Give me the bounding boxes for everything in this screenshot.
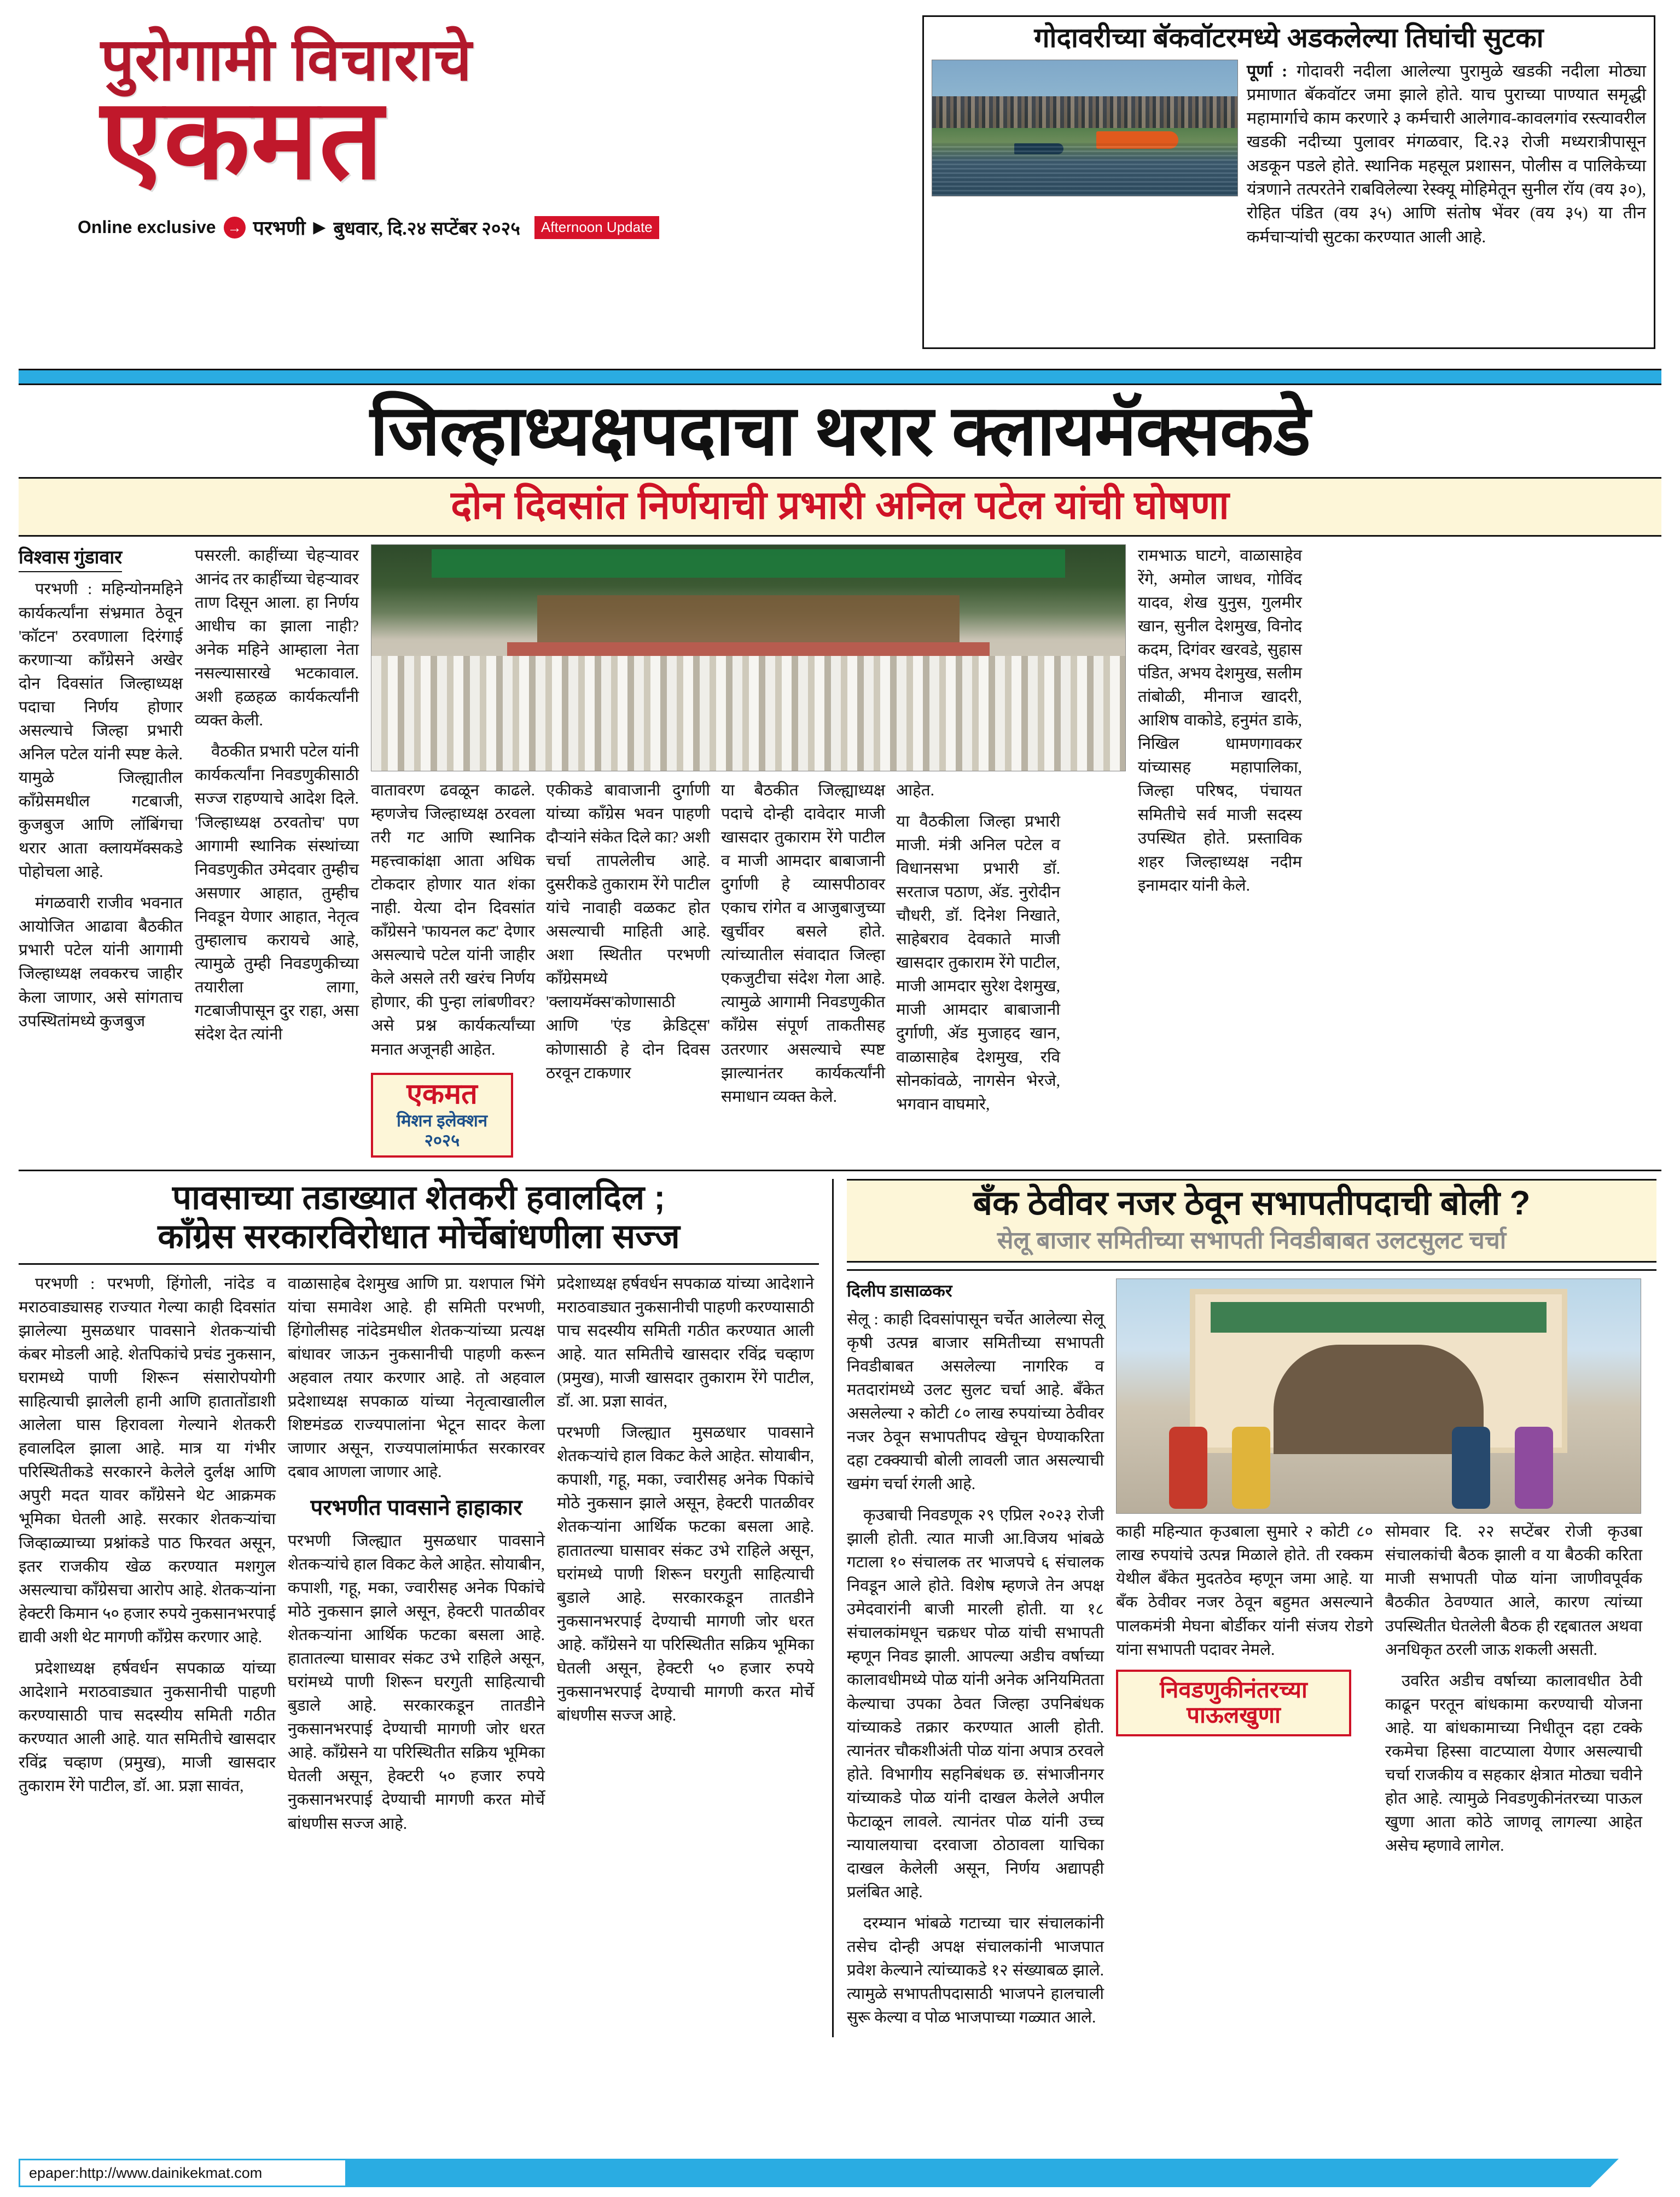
top-story-photo (932, 60, 1238, 196)
bank-author: दिलीप डासाळकर (847, 1281, 952, 1301)
paragraph: सोमवार दि. २२ सप्टेंबर रोजी कृउबा संचालकांची बैठक झाली व या बैठकी करिता माजी सभापती पोळ यांना जाणीवपूर्वक बैठकीत ठेवण्यात आले, कारण त्यांच्या उपस्थितीत घेतलेली बैठक ही रद्दबातल अथवा अनधिकृत ठरली जाऊ शकली असती. (1385, 1523, 1642, 1659)
triangle-icon: ▶ (313, 218, 326, 237)
paragraph: पसरली. काहींच्या चेहऱ्यावर आनंद तर काहींच्या चेहऱ्यावर ताण दिसून आला. हा निर्णय आधीच का झाला नाही? अनेक महिने आम्हाला नेता नसल्यासारखे भटकावाल. अशी हळहळ कार्यकर्त्यांनी व्यक्त केली. (195, 547, 359, 730)
lead-column-2 (195, 544, 359, 1163)
farmers-column-2 (288, 1272, 545, 1844)
paragraph: परभणी जिल्ह्यात मुसळधार पावसाने शेतकऱ्यांचे हाल विकट केले आहेत. सोयाबीन, कपाशी, गहू, मका, ज्वारीसह अनेक पिकांचे मोठे नुकसान झाले असून, हेक्टरी पातळीवर शेतकऱ्यांना आर्थिक फटका बसला आहे. हातातल्या घासावर संकट उभे राहिले असून, घरांमध्ये पाणी शिरून घरगुती साहित्याची बुडाले आहे. सरकारकडून तातडीने नुकसानभरपाई देण्याची मागणी जोर धरत आहे. काँग्रेसने या परिस्थितीत सक्रिय भूमिका घेतली असून, हेक्टरी ५० हजार रुपये नुकसानभरपाई देण्याची मागणी करत मोर्चे बांधणीस सज्ज आहे. (557, 1424, 814, 1724)
farmers-subheading: परभणीत पावसाने हाहाकार (310, 1496, 522, 1520)
top-story-text (1247, 60, 1646, 249)
farmers-headline-line1: पावसाच्या तडाख्यात शेतकरी हवालदिल ; (172, 1179, 666, 1217)
top-story-body: गोदावरी नदीला आलेल्या पुरामुळे खडकी नदीला मोठ्या प्रमाणात बॅकवॉटर जमा झाले होते. याच पुराच्या पाण्यात समृद्धी महामार्गाचे काम करणारे ३ कर्मचारी आलेगाव-कावलगांव रस्त्यावरील खडकी नदीच्या पुलावर मंगळवार, दि.२३ रोजी मध्यरात्रीपासून अडकून पडले होते. स्थानिक महसूल प्रशासन, पोलीस व पालिकेच्या यंत्रणाने तत्परतेने राबविलेल्या रेस्क्यू मोहिमेतून सुनील रॉय (वय ३०), रोहित पंडित (वय ३५) आणि संतोष भेंवर (वय ३५) या तीन कर्मचाऱ्यांची सुटका करण्यात आली आहे. (1247, 61, 1646, 246)
divider (19, 1263, 819, 1265)
divider-blue (19, 369, 1661, 385)
paragraph: एकीकडे बावाजानी दुर्गाणी यांच्या काँग्रेस भवन पाहणी दौऱ्यांने संकेत दिले का? अशी चर्चा ताप‍लेलीच आहे. दुसरीकडे तुकाराम रेंगे पाटील यांचे नावाही वळकट होत असल्याची माहिती आहे. अशा स्थितीत परभणी काँग्रेसमध्ये 'क्लायमॅक्स'कोणासाठी आणि 'एंड क्रेडिट्स' कोणासाठी हे दोन दिवस ठरवून टाकणार (546, 781, 710, 1082)
farmers-column-1 (19, 1272, 276, 1844)
stamp-line-1: निवडणुकीनंतरच्या (1160, 1676, 1307, 1702)
epaper-url[interactable]: epaper:http://www.dainikekmat.com (19, 2159, 347, 2187)
main-subhead-band (19, 477, 1661, 537)
divider (847, 1269, 1656, 1271)
paragraph: वैठकीत प्रभारी पटेल यांनी कार्यकर्त्यांना निवडणुकीसाठी सज्ज राहण्याचे आदेश दिले. 'जिल्हाध्यक्ष ठरवतोच' पण आगामी स्थानिक संस्थांच्या निवडणुकीत उमेदवार तुम्हीच असणार आहात, तुम्हीच निवडून येणार आहात, नेतृत्व तुम्हालाच करायचे आहे, त्यामुळे तुम्ही निवडणुकीच्या तयारीला लागा, गटबाजीपासून दुर राहा, असा संदेश देत त्यांनी (195, 743, 359, 1044)
paragraph: उवरित अडीच वर्षाच्या कालावधीत ठेवी काढून परतून बांधकामा करण्याची योजना आहे. या बांधकामाच्या निधीतून दहा टक्के रकमेचा हिस्सा वाटप्याला येणार असल्याची चर्चा राजकीय व सहकार क्षेत्रात मोठ्या चवीने होत आहे. त्यामुळे निवडणुकीनंतरच्या पाऊल खुणा आता कोठे जाणवू लागल्या आहेत असेच म्हणावे लागेल. (1385, 1672, 1642, 1855)
paragraph: प्रदेशाध्यक्ष हर्षवर्धन सपकाळ यांच्या आदेशाने मराठवाड्यात नुकसानीची पाहणी करण्यासाठी पाच सदस्यीय समिती गठीत करण्यात आली आहे. यात समितीचे खासदार रविंद्र चव्हाण (प्रमुख), माजी खासदार तुकाराम रेंगे पाटील, डॉ. आ. प्रज्ञा सावंत, (557, 1275, 814, 1411)
logo-title: एकमत (101, 77, 385, 202)
masthead-left (19, 15, 910, 241)
paragraph: परभणी : परभणी, हिंगोली, नांदेड व मराठवाड्यासह राज्यात गेल्या काही दिवसांत झालेल्या मुसळधार पावसाने शेतकऱ्यांची कंबर मोडली आहे. शेतपिकांचे प्रचंड नुकसान, घराम‍ध्ये पाणी शिरून संसारोपयोगी साहित्याची झालेली हानी आणि हातातोंडाशी आलेला घास हिरावला गेल्याने शेतकरी हवालदिल झाला आहे. मात्र या गंभीर परिस्थितीकडे सरकारने केलेले दुर्लक्ष आणि अपुरी मदत यावर काँग्रेसने थेट आक्रमक भूमिका घेतली आहे. सरकार शेतकऱ्यांचा जिव्हाळ्याच्या प्रश्नांकडे पाठ फिरवत असून, इतर राजकीय खेळ करण्यात मशगुल असल्याचा काँग्रेसचा आरोप आहे. शेतकऱ्यांना हेक्टरी किमान ५० हजार रुपये नुकसानभरपाई द्यावी अशी थेट मागणी काँग्रेस करणार आहे. (19, 1275, 276, 1646)
bank-article-photo (1116, 1278, 1641, 1514)
paragraph: प्रदेशाध्यक्ष हर्षवर्धन सपकाळ यांच्या आदेशाने मराठवाड्यात नुकसानीची पाहणी करण्यासाठी पाच सदस्यीय समिती गठीत करण्यात आली आहे. यात समितीचे खासदार रविंद्र चव्हाण (प्रमुख), माजी खासदार तुकाराम रेंगे पाटील, डॉ. आ. प्रज्ञा सावंत, (19, 1659, 276, 1795)
bank-headline: बँक ठेवीवर नजर ठेवून सभापतीपदाची बोली ? (973, 1184, 1531, 1223)
paragraph: वातावरण ढवळून काढले. म्हणजेच जिल्हाध्यक्ष ठरवला तरी गट आणि स्थानिक महत्त्वाकांक्षा आता अधिक टोकदार होणार यात शंका नाही. येत्या दोन दिवसांत काँग्रेसने 'फायनल कट' देणार असल्याचे पटेल यांनी जाहीर केले असले तरी खरंच निर्णय होणार, की पुन्हा लांबणीवर? असे प्रश्न कार्यकर्त्यांच्या मनात अजूनही आहेत. (371, 781, 535, 1059)
arrow-icon: → (224, 217, 246, 239)
bank-column-1 (847, 1278, 1104, 2037)
top-story-dateline: पूर्णा : (1247, 61, 1288, 80)
paragraph: वाळासाहेब देशमुख आणि प्रा. यशपाल भिंगे यांचा समावेश आहे. ही समिती परभणी, हिंगोलीसह नांदेडम‍धील शेतकऱ्यांच्या प्रत्यक्ष बांधावर जाऊन नुकसानीची पाहणी करून अहवाल तयार करणार आहे. तो अहवाल प्रदेशाध्यक्ष सपकाळ यांच्या नेतृत्वाखालील शिष्टमंडळ राज्यपालांना भेटून सादर केला जाणार असून, राज्यपालांमार्फत सरकारवर दबाव आणला जाणार आहे. (288, 1275, 545, 1481)
masthead-subline (19, 214, 910, 241)
bank-column-2b (1385, 1520, 1642, 1865)
top-story-headline: गोदावरीच्या बॅकवॉटरमध्ये अडकलेल्या तिघांची सुटका (1034, 22, 1544, 53)
footer-notch (1590, 2159, 1661, 2187)
lead-column-3c (721, 779, 885, 1163)
lead-column-3d (896, 779, 1060, 1163)
paragraph: सेलू : काही दिवसांपासून चर्चेत आलेल्या सेलू कृषी उत्पन्न बाजार समितीच्या सभापती निवडीबाबत असलेल्या नागरिक व मतदारांमध्ये उलट सुलट चर्चा आहे. बँकेत असलेल्या २ कोटी ८० लाख रुपयांच्या ठेवीवर नजर ठेवून सभापतीपद खेचून घेण्याकरिता दहा टक्क्याची बोली लावली जात असल्याची खमंग चर्चा रंगली आहे. (847, 1310, 1104, 1493)
online-exclusive-label: Online exclusive (78, 217, 216, 237)
lead-column-3a (371, 779, 535, 1163)
paragraph: काही महिन्यात कृउबाला सुमारे २ कोटी ८० लाख रुपयांचे उत्पन्न मिळाले होते. ती रक्कम येथील बँकेत मुदतठेव म्हणून जमा आहे. या बँक ठेवीवर नजर ठेवून बहुमत असल्याने पालकमंत्री मेघना बोर्डीकर यांनी संजय रोडगे यांना सभापती पदावर नेमले. (1116, 1523, 1373, 1659)
lead-story (19, 537, 1661, 1172)
bank-subhead: सेलू बाजार समितीच्या सभापती निवडीबाबत उलटसुलट चर्चा (997, 1227, 1507, 1254)
edition-city: परभणी (253, 217, 306, 240)
farmers-article (19, 1179, 834, 2037)
lead-story-photo (371, 544, 1126, 771)
farmers-headline-line2: काँग्रेस सरकारविरोधात मोर्चेबांधणीला सज्ज (158, 1218, 680, 1256)
bank-headline-band (847, 1179, 1656, 1263)
paragraph: कृउबाची निवडणूक २९ एप्रिल २०२३ रोजी झाली होती. त्यात माजी आ.विजय भांबळे गटाला १० संचालक तर भाजपचे ६ संचालक निवडून आले होते. विशेष म्हणजे तेन अपक्ष उमेदवारांनी बाजी मारली होती. या १८ संचालकांमधून चक्रधर पोळ यांची सभापती म्हणून निवड झाली. आपल्या अडीच वर्षाच्या कालावधीमध्ये पोळ यांनी अनेक अनियमितता केल्याचा उपका ठेवत जिल्हा उपनिबंधक यांच्याकडे तक्रार करण्यात आली होती. त्यानंतर चौकशीअंती पोळ यांना अपात्र ठरवले होते. विभागीय सहनिबंधक छ. संभाजीनगर यांच्याकडे पोळ यांनी दाखल केलेले अपील फेटाळून लावले. त्यानंतर पोळ यांनी उच्च न्यायालयाचा दरवाजा ठोठावला याचिका दाखल केलेली असून, निर्णय अद्यापही प्रलंबित आहे. (847, 1507, 1104, 1902)
footer-bar (19, 2159, 1661, 2187)
bottom-section (19, 1171, 1661, 2037)
page-footer (19, 2159, 1661, 2187)
bank-article (847, 1179, 1656, 2037)
main-subhead: दोन दिवसांत निर्णयाची प्रभारी अनिल पटेल यांची घोषणा (451, 483, 1229, 527)
paragraph: रामभाऊ घाटगे, वाळासाहेव रेंगे, अमोल जाधव, गोविंद यादव, शेख युनुस, गुलमीर खान, सुनील देशमुख, विनोद कदम, दिगंवर खरवडे, सुहास पंडित, अभय देशमुख, सलीम तांबोळी, मीनाज खादरी, आशिष वाकोडे, हनुमंत डाके, निखिल धामणगावकर यांच्यासह महापालिका, जिल्हा परिषद, पंचायत समितीचे सर्व माजी सदस्य उपस्थित होते. प्रस्ताविक शहर जिल्हाध्यक्ष नदीम इनामदार यांनी केले. (1138, 547, 1302, 894)
paragraph: परभणी जिल्ह्यात मुसळधार पावसाने शेतकऱ्यांचे हाल विकट केले आहेत. सोयाबीन, कपाशी, गहू, मका, ज्वारीसह अनेक पिकांचे मोठे नुकसान झाले असून, हेक्टरी पातळीवर शेतकऱ्यांना आर्थिक फटका बसला आहे. हातातल्या घासावर संकट उभे राहिले असून, घरांमध्ये पाणी शिरून घरगुती साहित्याची बुडाले आहे. सरकारकडून तातडीने नुकसानभरपाई देण्याची मागणी जोर धरत आहे. काँग्रेसने या परिस्थितीत सक्रिय भूमिका घेतली असून, हेक्टरी ५० हजार रुपये नुकसानभरपाई देण्याची मागणी करत मोर्चे बांधणीस सज्ज आहे. (288, 1532, 545, 1833)
lead-column-4 (1138, 544, 1302, 1163)
paragraph: या बैठकीत जिल्ह्याध्यक्ष पदाचे दोन्ही दावेदार माजी खासदार तुकाराम रेंगे पाटील व माजी आमदार बाबाजानी दुर्गाणी हे व्यासपीठावर एकाच रांगेत व आजुबाजुच्या खुर्चीवर बसले होते. त्यांच्यातील संवादात जिल्हा एकजुटीचा संदेश गेला आहे. त्यामुळे आगामी निवडणुकीत काँग्रेस संपूर्ण ताकतीसह उतरणार असल्याचे स्पष्ट झाल्यानंतर कार्यकर्त्यांनी समाधान व्यक्त केले. (721, 781, 885, 1106)
masthead (19, 15, 1661, 365)
badge-year: २०२५ (424, 1130, 460, 1150)
afternoon-update-badge: Afternoon Update (534, 216, 659, 239)
mission-election-badge (371, 1073, 513, 1158)
lead-column-3 (371, 544, 1126, 1163)
paragraph: आहेत. (896, 781, 935, 799)
paragraph: मंगळवारी राजीव भवनात आयोजित आढावा बैठकीत प्रभारी पटेल यांनी आगामी जिल्हाध्यक्ष लवकरच जाहीर केला जाणार, असे सांगताच उपस्थितांमध्ये कुजबुज (19, 894, 183, 1030)
lead-byline: विश्वास गुंडावार (19, 544, 122, 573)
main-headline-area (19, 385, 1661, 470)
stamp-line-2: पाऊलखुणा (1187, 1701, 1281, 1728)
badge-title: एकमत (406, 1078, 478, 1110)
election-footprints-stamp (1116, 1670, 1351, 1736)
main-headline: जिल्हाध्यक्षपदाचा थरार क्लायमॅक्सकडे (370, 392, 1310, 470)
top-story-box (922, 15, 1655, 349)
badge-subtitle: मिशन इलेक्शन (396, 1111, 488, 1131)
paragraph: परभणी : महिन्योनमहिने कार्यकर्त्यांना संभ्रमात ठेवून 'कॉटन' ठरवणाला दिरंगाई करणाऱ्या काँग्रेसने अखेर दोन दिवसांत जिल्हाध्यक्ष पदाचा निर्णय होणार असल्याचे जिल्हा प्रभारी अनिल पटेल यांनी स्पष्ट केले. यामुळे जिल्ह्यातील काँग्रेसमधील गटबाजी, कुजबुज आणि लॉबिंगचा थरार आता क्लायमॅक्सकडे पोहोचला आहे. (19, 580, 183, 881)
bank-column-2a (1116, 1520, 1373, 1865)
paragraph: दरम्यान भांबळे गटाच्या चार संचालकांनी तसेच दोन्ही अपक्ष संचालकांनी भाजपात प्रवेश केल्याने त्यांच्याकडे १२ संख्याबळ झाले. त्यामुळे सभापतीपदासाठी भाजपने हालचाली सुरू केल्या व पोळ भाजपाच्या गळ्यात आले. (847, 1915, 1104, 2027)
farmers-column-3 (557, 1272, 814, 1844)
lead-column-3b (546, 779, 710, 1163)
logo-tagline: पुरोगामी विचाराचे (101, 26, 473, 92)
lead-column-1 (19, 544, 183, 1163)
paragraph: या वैठकीला जिल्हा प्रभारी माजी. मंत्री अनिल पटेल व विधानसभा प्रभारी डॉ. सरताज पठाण, अ‍ॅड. नुरोदीन चौधरी, डॉ. दिनेश निखाते, साहेबराव देवकाते माजी खासदार तुकाराम रेंगे पाटील, माजी आमदार सुरेश देशमुख, माजी आमदार बाबाजानी दुर्गाणी, अ‍ॅड मुजाहद खान, वाळासाहेब देशमुख, रवि सोनकांवळे, नागसेन भेरजे, भगवान वाघमारे, (896, 812, 1060, 1113)
bank-column-2 (1116, 1278, 1647, 2037)
issue-date: बुधवार, दि.२४ सप्टेंबर २०२५ (333, 218, 520, 239)
